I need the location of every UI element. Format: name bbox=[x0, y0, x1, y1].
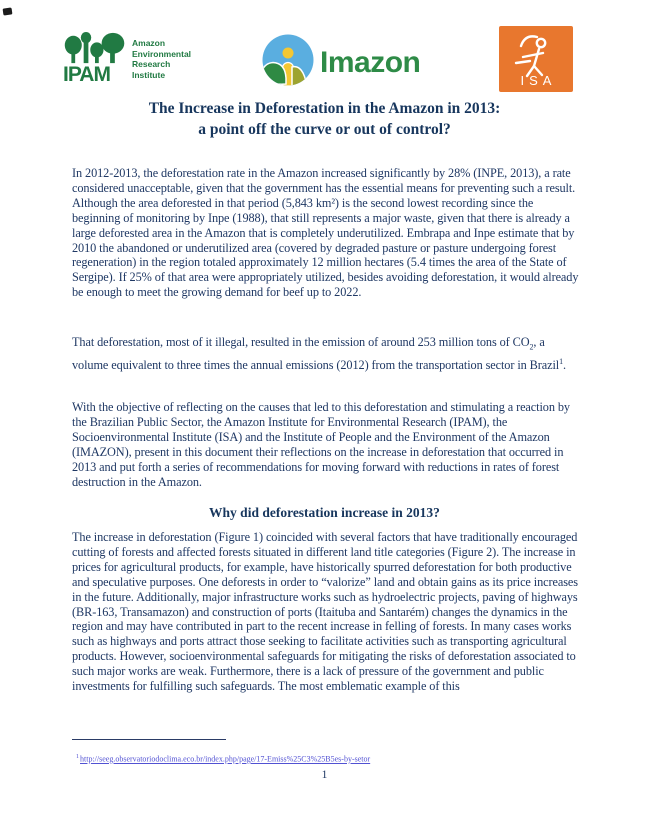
page-number: 1 bbox=[321, 769, 328, 781]
footnote-link[interactable]: http://seeg.observatoriodoclima.eco.br/index.php/page/17-Emiss%25C3%25B5es-by-setor bbox=[80, 754, 371, 764]
isa-acronym: ISA bbox=[520, 73, 557, 88]
ipam-tagline-line: Amazon bbox=[132, 38, 166, 48]
paragraph-emissions-text: , a volume equivalent to three times the annual emissions (2012) from the transportation sector in Brazil bbox=[72, 335, 560, 373]
imazon-logo bbox=[262, 34, 420, 91]
footnote-marker: 1 bbox=[76, 754, 79, 760]
document-title-line2: a point off the curve or out of control? bbox=[198, 121, 451, 138]
co2-subscript: 2 bbox=[529, 342, 534, 352]
document-title-line1: The Increase in Deforestation in the Amazon in 2013: bbox=[148, 100, 501, 117]
paragraph-emissions bbox=[72, 335, 582, 373]
ipam-tagline-line: Environmental bbox=[132, 48, 192, 59]
paragraph-objective: With the objective of reflecting on the causes that led to this deforestation and stimulating a reaction by the Brazilian Public Sector, the Amazon Institute for Environmental Research (IPAM), the Socioenvironmental Institute (ISA) and the Institute of People and the Environment of the Amazon (IMAZON), present in this document their reflections on the increase in deforestation that occurred in 2013 and put forth a series of recommendations for moving forward with reductions in rates of forest destruction in the Amazon. bbox=[72, 400, 570, 489]
document-title bbox=[0, 98, 649, 140]
paragraph-emissions-text: . bbox=[563, 358, 567, 373]
footnote-reference-superscript: 1 bbox=[559, 357, 564, 367]
ipam-tagline bbox=[132, 38, 191, 80]
footnote bbox=[76, 754, 370, 764]
imazon-wordmark: Imazon bbox=[320, 45, 421, 79]
imazon-globe-icon bbox=[262, 34, 314, 91]
footnote-separator bbox=[72, 739, 226, 740]
section-heading: Why did deforestation increase in 2013? bbox=[209, 505, 440, 520]
paragraph-emissions-text: That deforestation, most of it illegal, resulted in the emission of around 253 million tons of CO bbox=[72, 335, 530, 349]
paragraph-increase-factors: The increase in deforestation (Figure 1) coincided with several factors that have traditionally encouraged cutting of forests and affected forests situated in different land title categories (Figure 2). The increase in prices for agricultural products, for example, have historically spurred deforestation for both productive and speculative purposes. One deforests in order to “valorize” land and obtain gains as its price increases in the future. Additionally, major infrastructure works such as hydroelectric projects, paving of highways (BR-163, Transamazon) and construction of ports (Itaituba and Santarém) changes the dynamics in the region and may have contributed in part to the recent increase in felling of forests. In many cases works such as highways and ports attract those seeking to facilitate activities such as transporting agricultural products. However, socioenvironmental safeguards for mitigating the risks of deforestation associated to such major works are weak. Furthermore, there is a lack of pressure of the government and public investments for fulfilling such safeguards. The most emblematic example of this bbox=[72, 530, 578, 694]
ipam-tagline-line: Institute bbox=[132, 69, 166, 80]
scan-artifact bbox=[3, 7, 13, 15]
ipam-acronym: IPAM bbox=[63, 63, 110, 86]
paragraph-deforestation-rate: In 2012-2013, the deforestation rate in the Amazon increased significantly by 28% (INPE, 2013), a rate considered unacceptable, given that the government has the essential means for preventing such a result. Although the area deforested in that period (5,843 km²) is the second lowest recording since the beginning of monitoring by Inpe (1988), that still represents a major waste, given that there is already a large deforested area in the Amazon that is completely underutilized. Embrapa and Inpe estimate that by 2010 the abandoned or underutilized area (covered by degraded pasture or pasture undergoing forest regeneration) in the region totaled approximately 12 million hectares (5.4 times the area of the State of Sergipe). If 25% of that area were appropriately utilized, besides avoiding deforestation, it would already be enough to meet the growing demand for beef up to 2022. bbox=[72, 166, 579, 300]
ipam-logo-mark bbox=[63, 31, 127, 84]
isa-logo bbox=[499, 26, 573, 92]
ipam-tagline-line: Research bbox=[132, 59, 171, 69]
ipam-logo bbox=[63, 31, 191, 84]
